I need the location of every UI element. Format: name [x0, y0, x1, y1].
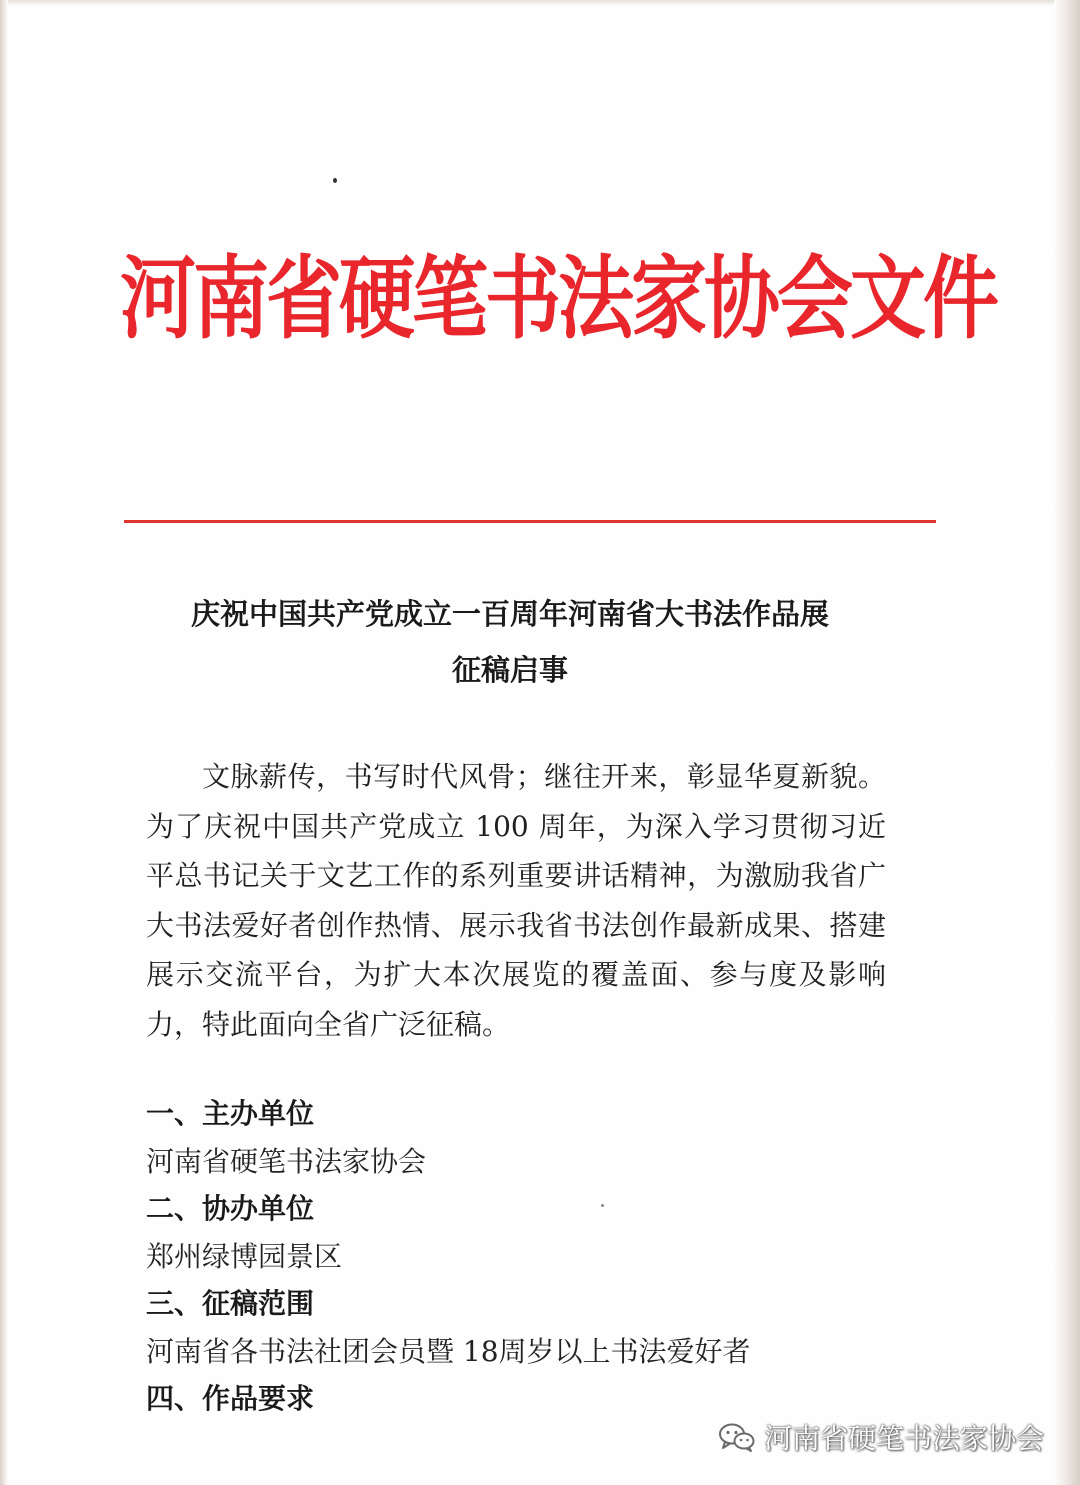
scan-edge-top: [0, 0, 1080, 6]
section-heading-scope: 三、征稿范围: [146, 1287, 315, 1320]
scan-speck: [333, 178, 337, 183]
scan-edge-left: [0, 0, 8, 1485]
document-header-title: 河南省硬笔书法家协会文件: [120, 245, 996, 351]
wechat-watermark: [718, 1417, 1044, 1457]
watermark-text: 河南省硬笔书法家协会: [763, 1422, 1044, 1455]
section-heading-organizer: 一、主办单位: [146, 1097, 315, 1130]
intro-paragraph: 文脉薪传，书写时代风骨；继往开来，彰显华夏新貌。为了庆祝中国共产党成立 100 周年，为深入学习贯彻习近平总书记关于文艺工作的系列重要讲话精神，为激励我省广大书法爱好者创作热情、展示我省书法创作最新成果、搭建展示交流平台，为扩大本次展览的覆盖面、参与度及影响力，特此面向全省广泛征稿。: [146, 760, 886, 1041]
notice-title: 庆祝中国共产党成立一百周年河南省大书法作品展: [190, 597, 829, 631]
notice-subtitle: 征稿启事: [451, 653, 568, 687]
section-value-co-organizer: 郑州绿博园景区: [146, 1239, 343, 1273]
section-value-scope: 河南省各书法社团会员暨 18周岁以上书法爱好者: [146, 1334, 751, 1368]
wechat-icon: [718, 1422, 756, 1452]
scan-edge-right: [1054, 0, 1080, 1485]
section-value-organizer: 河南省硬笔书法家协会: [146, 1144, 427, 1178]
section-heading-co-organizer: 二、协办单位: [146, 1192, 315, 1225]
header-divider: [124, 520, 936, 523]
section-heading-requirements: 四、作品要求: [146, 1382, 315, 1415]
sections-list: [146, 1090, 906, 1423]
